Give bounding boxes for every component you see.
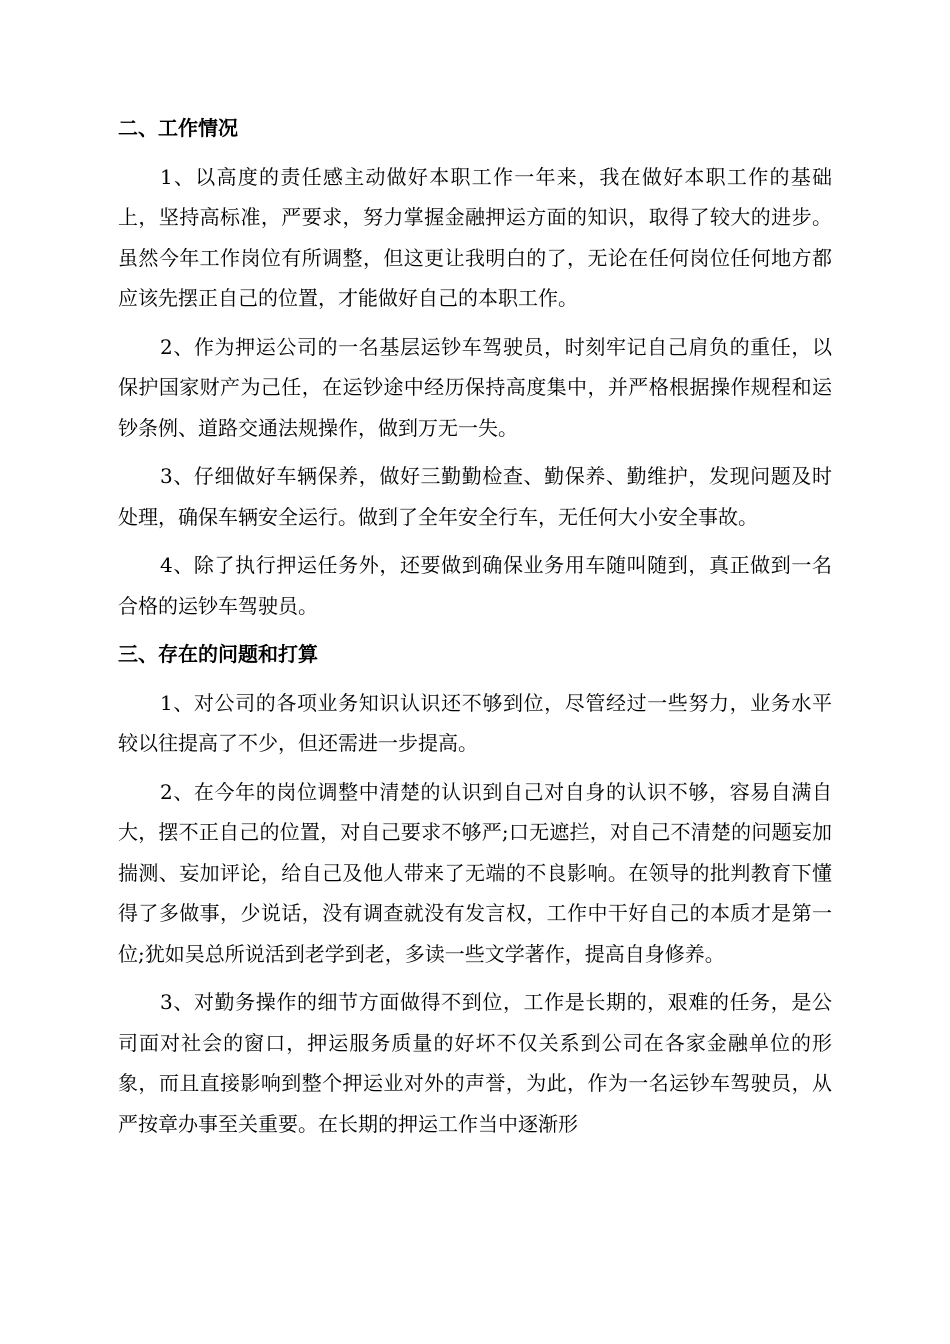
paragraph: 3、对勤务操作的细节方面做得不到位，工作是长期的，艰难的任务，是公司面对社会的窗口，押运服务质量的好坏不仅关系到公司在各家金融单位的形象，而且直接影响到整个押运业对外的声誉，为此，作为一名运钞车驾驶员，从严按章办事至关重要。在长期的押运工作当中逐渐形 [118,990,832,1136]
section-heading: 二、工作情况 [118,116,238,140]
paragraph: 1、对公司的各项业务知识认识还不够到位，尽管经过一些努力，业务水平较以往提高了不少，但还需进一步提高。 [118,690,832,755]
section-heading: 三、存在的问题和打算 [118,642,318,666]
paragraph: 4、除了执行押运任务外，还要做到确保业务用车随叫随到，真正做到一名合格的运钞车驾驶员。 [118,553,832,618]
paragraph: 1、以高度的责任感主动做好本职工作一年来，我在做好本职工作的基础上，坚持高标准，严要求，努力掌握金融押运方面的知识，取得了较大的进步。虽然今年工作岗位有所调整，但这更让我明白的了，无论在任何岗位任何地方都应该先摆正自己的位置，才能做好自己的本职工作。 [118,164,832,310]
paragraph: 3、仔细做好车辆保养，做好三勤勤检查、勤保养、勤维护，发现问题及时处理，确保车辆安全运行。做到了全年安全行车，无任何大小安全事故。 [118,464,832,529]
section-work-status [118,108,832,626]
document-body [118,108,832,1152]
paragraph: 2、在今年的岗位调整中清楚的认识到自己对自身的认识不够，容易自满自大，摆不正自己的位置，对自己要求不够严;口无遮拦，对自己不清楚的问题妄加揣测、妄加评论，给自己及他人带来了无端的不良影响。在领导的批判教育下懂得了多做事，少说话，没有调查就没有发言权，工作中干好自己的本质才是第一位;犹如吴总所说活到老学到老，多读一些文学著作，提高自身修养。 [118,779,832,966]
section-problems-and-plans [118,634,832,1144]
paragraph: 2、作为押运公司的一名基层运钞车驾驶员，时刻牢记自己肩负的重任，以保护国家财产为己任，在运钞途中经历保持高度集中，并严格根据操作规程和运钞条例、道路交通法规操作，做到万无一失。 [118,334,832,440]
